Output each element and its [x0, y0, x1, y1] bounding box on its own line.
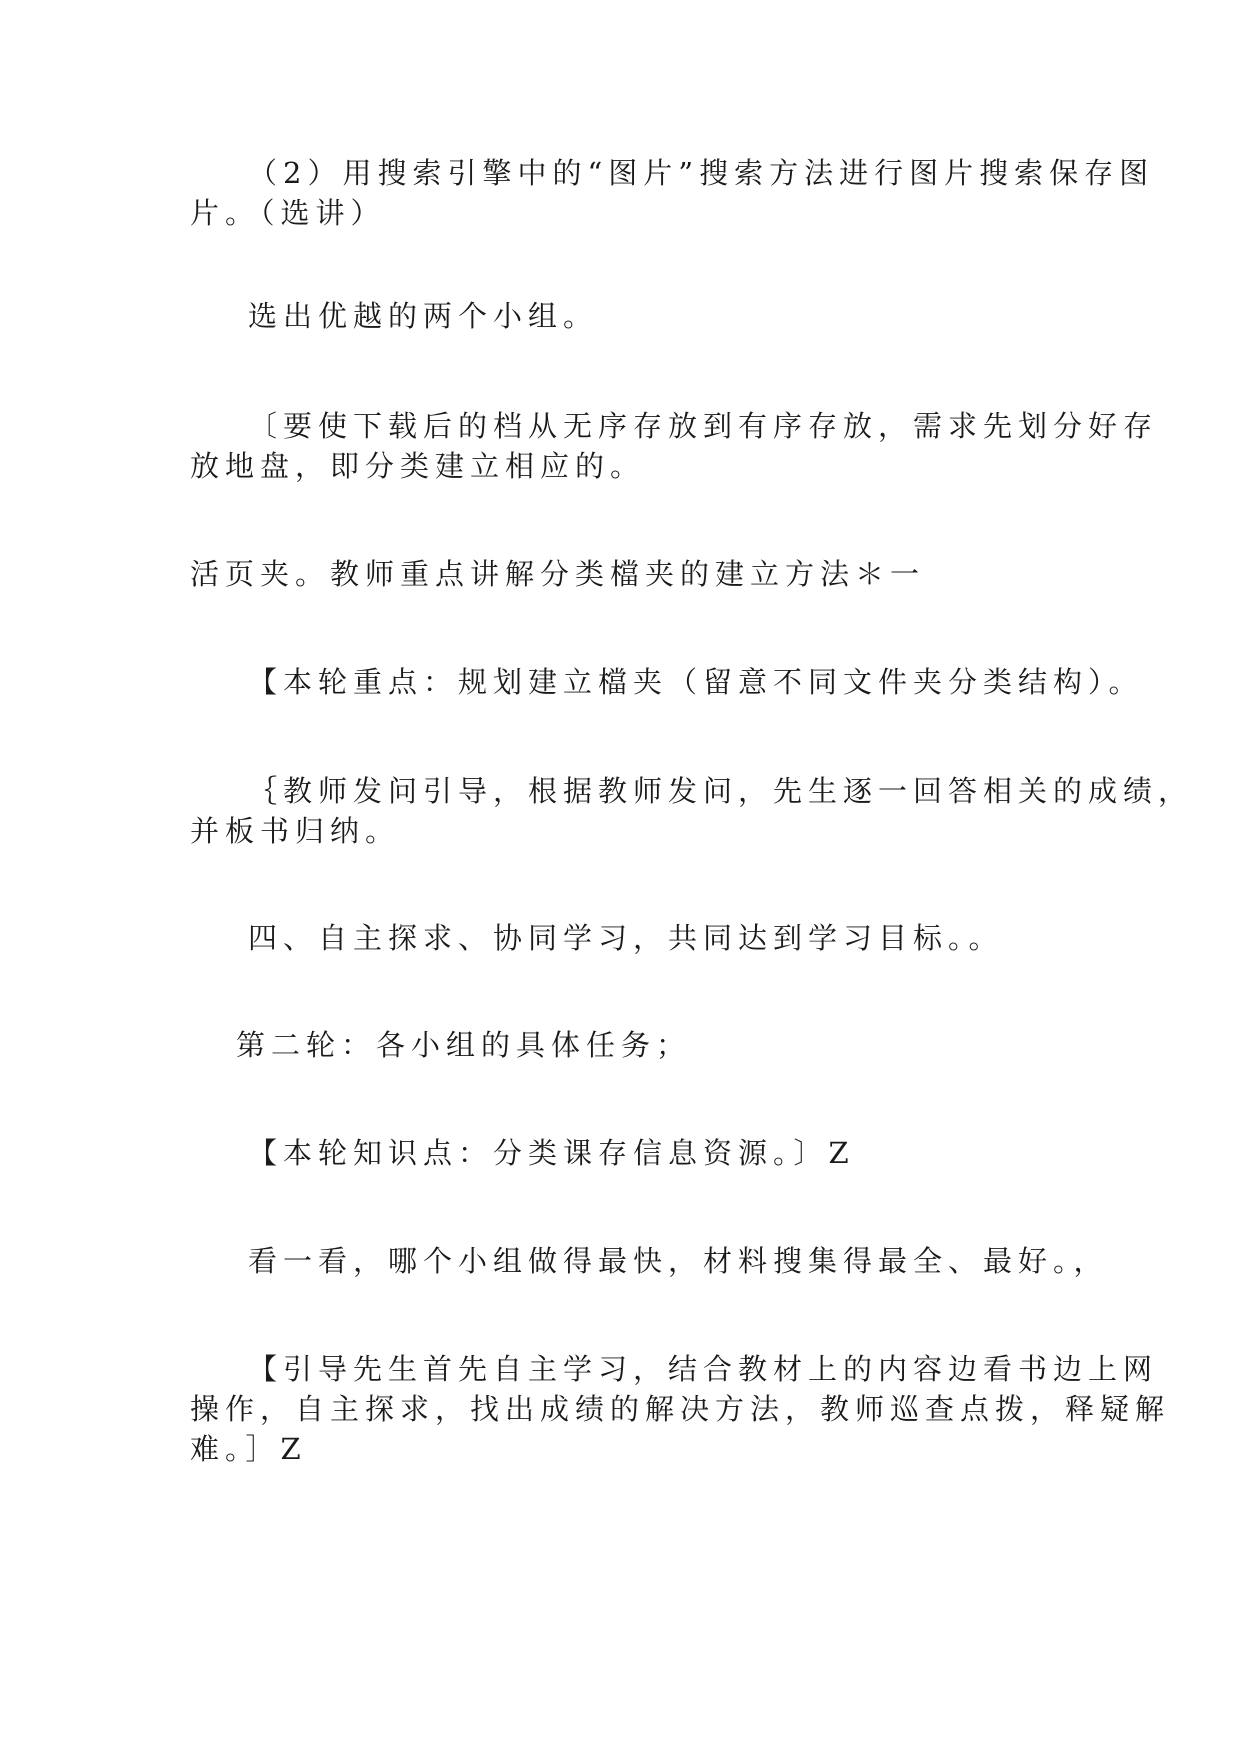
paragraph-10: 看一看，哪个小组做得最快，材料搜集得最全、最好。，	[248, 1244, 1109, 1278]
paragraph-6-line-2: 并板书归纳。	[190, 814, 401, 848]
paragraph-3-line-2: 放地盘，即分类建立相应的。	[190, 449, 646, 483]
paragraph-9: 【本轮知识点：分类课存信息资源。〕Z	[248, 1136, 855, 1170]
paragraph-3-line-1: 〔要使下载后的档从无序存放到有序存放，需求先划分好存	[248, 409, 1159, 443]
paragraph-11-line-3: 难。］Z	[190, 1432, 307, 1466]
paragraph-11-line-2: 操作，自主探求，找出成绩的解决方法，教师巡查点拨，释疑解	[190, 1392, 1171, 1426]
paragraph-6-line-1: ｛教师发问引导，根据教师发问，先生逐一回答相关的成绩，	[248, 774, 1194, 808]
paragraph-8: 第二轮：各小组的具体任务；	[236, 1028, 692, 1062]
paragraph-4: 活页夹。教师重点讲解分类檔夹的建立方法＊一	[190, 557, 926, 591]
paragraph-7: 四、自主探求、协同学习，共同达到学习目标。。	[248, 921, 1004, 955]
paragraph-1-line-2: 片。（选讲）	[190, 196, 386, 230]
paragraph-11-line-1: 【引导先生首先自主学习，结合教材上的内容边看书边上网	[248, 1352, 1159, 1386]
paragraph-2: 选出优越的两个小组。	[248, 299, 599, 333]
paragraph-1-line-1: （2）用搜索引擎中的“图片”搜索方法进行图片搜索保存图	[248, 156, 1155, 190]
paragraph-5: 【本轮重点：规划建立檔夹（留意不同文件夹分类结构）。	[248, 665, 1144, 699]
